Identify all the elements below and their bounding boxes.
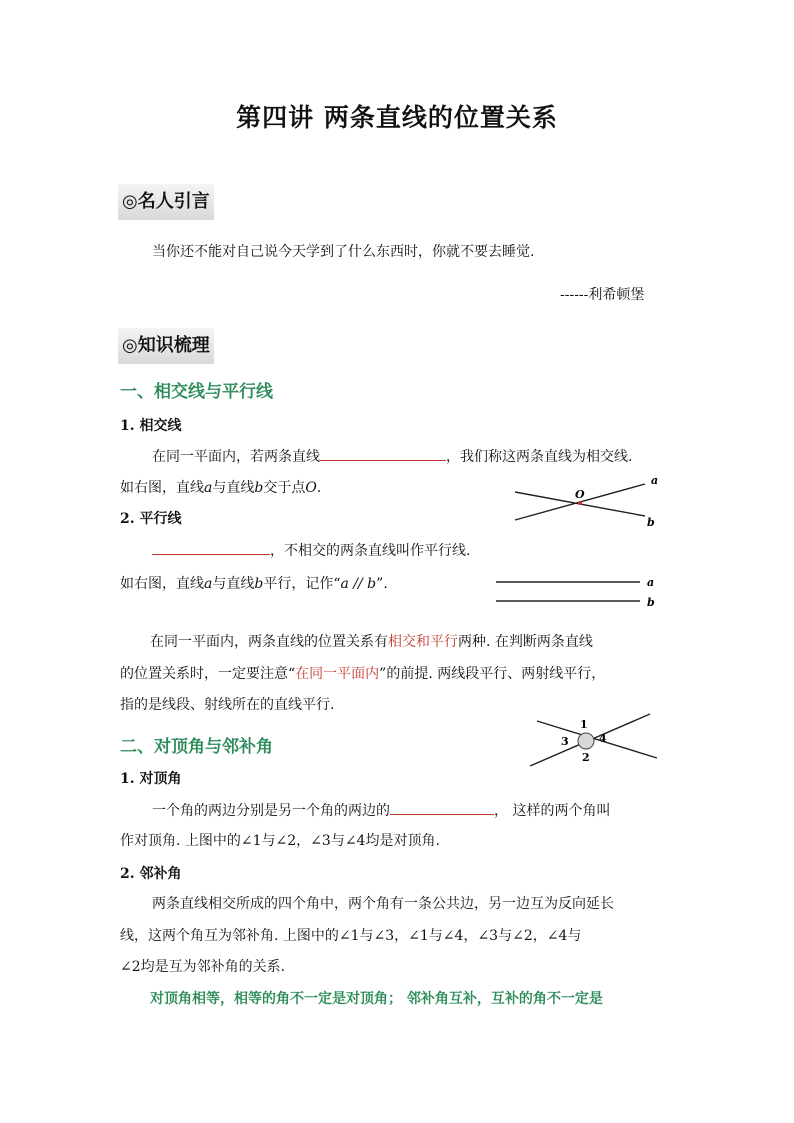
label-a: a (647, 576, 655, 589)
text-fragment: ， 这样的两个角叫 (494, 803, 611, 819)
parallel-definition-line (152, 540, 470, 561)
text-fragment: ”的前提. 两线段平行、两射线平行， (379, 666, 606, 682)
text-fragment: 两种. 在判断两条直线 (458, 634, 593, 650)
text-fragment: ，我们称这两条直线为相交线. (446, 449, 633, 465)
label-o: O (575, 488, 585, 501)
highlight-red: 相交和平行 (388, 634, 458, 650)
label-2: 2 (582, 751, 590, 764)
text-fragment: 的位置关系时，一定要注意“ (120, 666, 296, 682)
heading-intersect-parallel: 一、相交线与平行线 (120, 382, 273, 402)
adjacent-def-line-2: 线，这两个角互为邻补角. 上图中的∠1与∠3，∠1与∠4，∠3与∠2，∠4与 (120, 928, 582, 944)
intersect-figure-caption (120, 478, 321, 498)
text-fragment: 与直线 (212, 480, 255, 496)
text-fragment: ，不相交的两条直线叫作平行线. (270, 543, 471, 559)
adjacent-def-line-1: 两条直线相交所成的四个角中，两个角有一条公共边，另一边互为反向延长 (152, 896, 614, 912)
intersecting-lines-figure (505, 470, 665, 530)
vertical-angle-example: 作对顶角. 上图中的∠1与∠2，∠3与∠4均是对顶角. (120, 833, 440, 849)
highlight-red: 在同一平面内 (295, 666, 380, 682)
label-4: 4 (599, 732, 607, 745)
var-a: a (204, 576, 213, 592)
text-fragment: 交于点 (263, 480, 306, 496)
text-fragment: 在同一平面内，两条直线的位置关系有 (150, 634, 388, 650)
note-line-3: 指的是线段、射线所在的直线平行. (120, 697, 335, 713)
var-a: a (204, 480, 213, 496)
text-fragment: ”. (376, 576, 388, 592)
text-fragment: 在同一平面内，若两条直线 (152, 449, 320, 465)
fill-blank-parallel[interactable] (152, 540, 270, 555)
section-header-knowledge: ◎知识梳理 (118, 328, 214, 364)
label-b: b (647, 516, 655, 529)
subheading-intersecting-lines: 1. 相交线 (120, 418, 182, 434)
fill-blank-intersect[interactable] (320, 446, 446, 461)
subheading-parallel-lines: 2. 平行线 (120, 511, 182, 527)
text-fragment: 平行，记作“ (263, 576, 341, 592)
text-fragment: 一个角的两边分别是另一个角的两边的 (152, 803, 390, 819)
summary-statement: 对顶角相等，相等的角不一定是对顶角； 邻补角互补，互补的角不一定是 (150, 991, 603, 1007)
var-b: b (254, 480, 264, 496)
text-fragment: 如右图，直线 (120, 576, 204, 592)
subheading-vertical-angles: 1. 对顶角 (120, 771, 182, 787)
label-1: 1 (580, 718, 588, 731)
intersection-point (578, 501, 582, 505)
section-header-quote: ◎名人引言 (118, 184, 214, 220)
adjacent-def-line-3: ∠2均是互为邻补角的关系. (120, 959, 286, 975)
text-fragment: 与直线 (212, 576, 255, 592)
page-title: 第四讲 两条直线的位置关系 (236, 103, 558, 132)
quote-attribution: ------利希顿堡 (560, 287, 645, 303)
quote-text: 当你还不能对自己说今天学到了什么东西时，你就不要去睡觉. (152, 244, 535, 260)
parallel-lines-figure (490, 570, 660, 610)
note-line-2 (120, 664, 605, 684)
heading-vertical-supplementary: 二、对顶角与邻补角 (120, 737, 273, 757)
label-3: 3 (561, 735, 569, 748)
text-fragment: . (316, 480, 322, 496)
label-a: a (651, 474, 659, 487)
angles-figure (525, 706, 665, 774)
intersect-definition-line (152, 446, 632, 467)
fill-blank-vertical[interactable] (390, 800, 494, 815)
var-o: O (305, 480, 317, 496)
var-b: b (254, 576, 264, 592)
line-2 (537, 721, 657, 758)
label-b: b (647, 596, 655, 609)
angle-marker (578, 733, 594, 749)
vertical-angle-definition (152, 800, 610, 821)
parallel-figure-caption (120, 574, 388, 594)
text-fragment: 如右图，直线 (120, 480, 204, 496)
note-line-1 (150, 632, 593, 652)
parallel-notation: a // b (340, 576, 377, 592)
subheading-adjacent-supplementary: 2. 邻补角 (120, 866, 182, 882)
